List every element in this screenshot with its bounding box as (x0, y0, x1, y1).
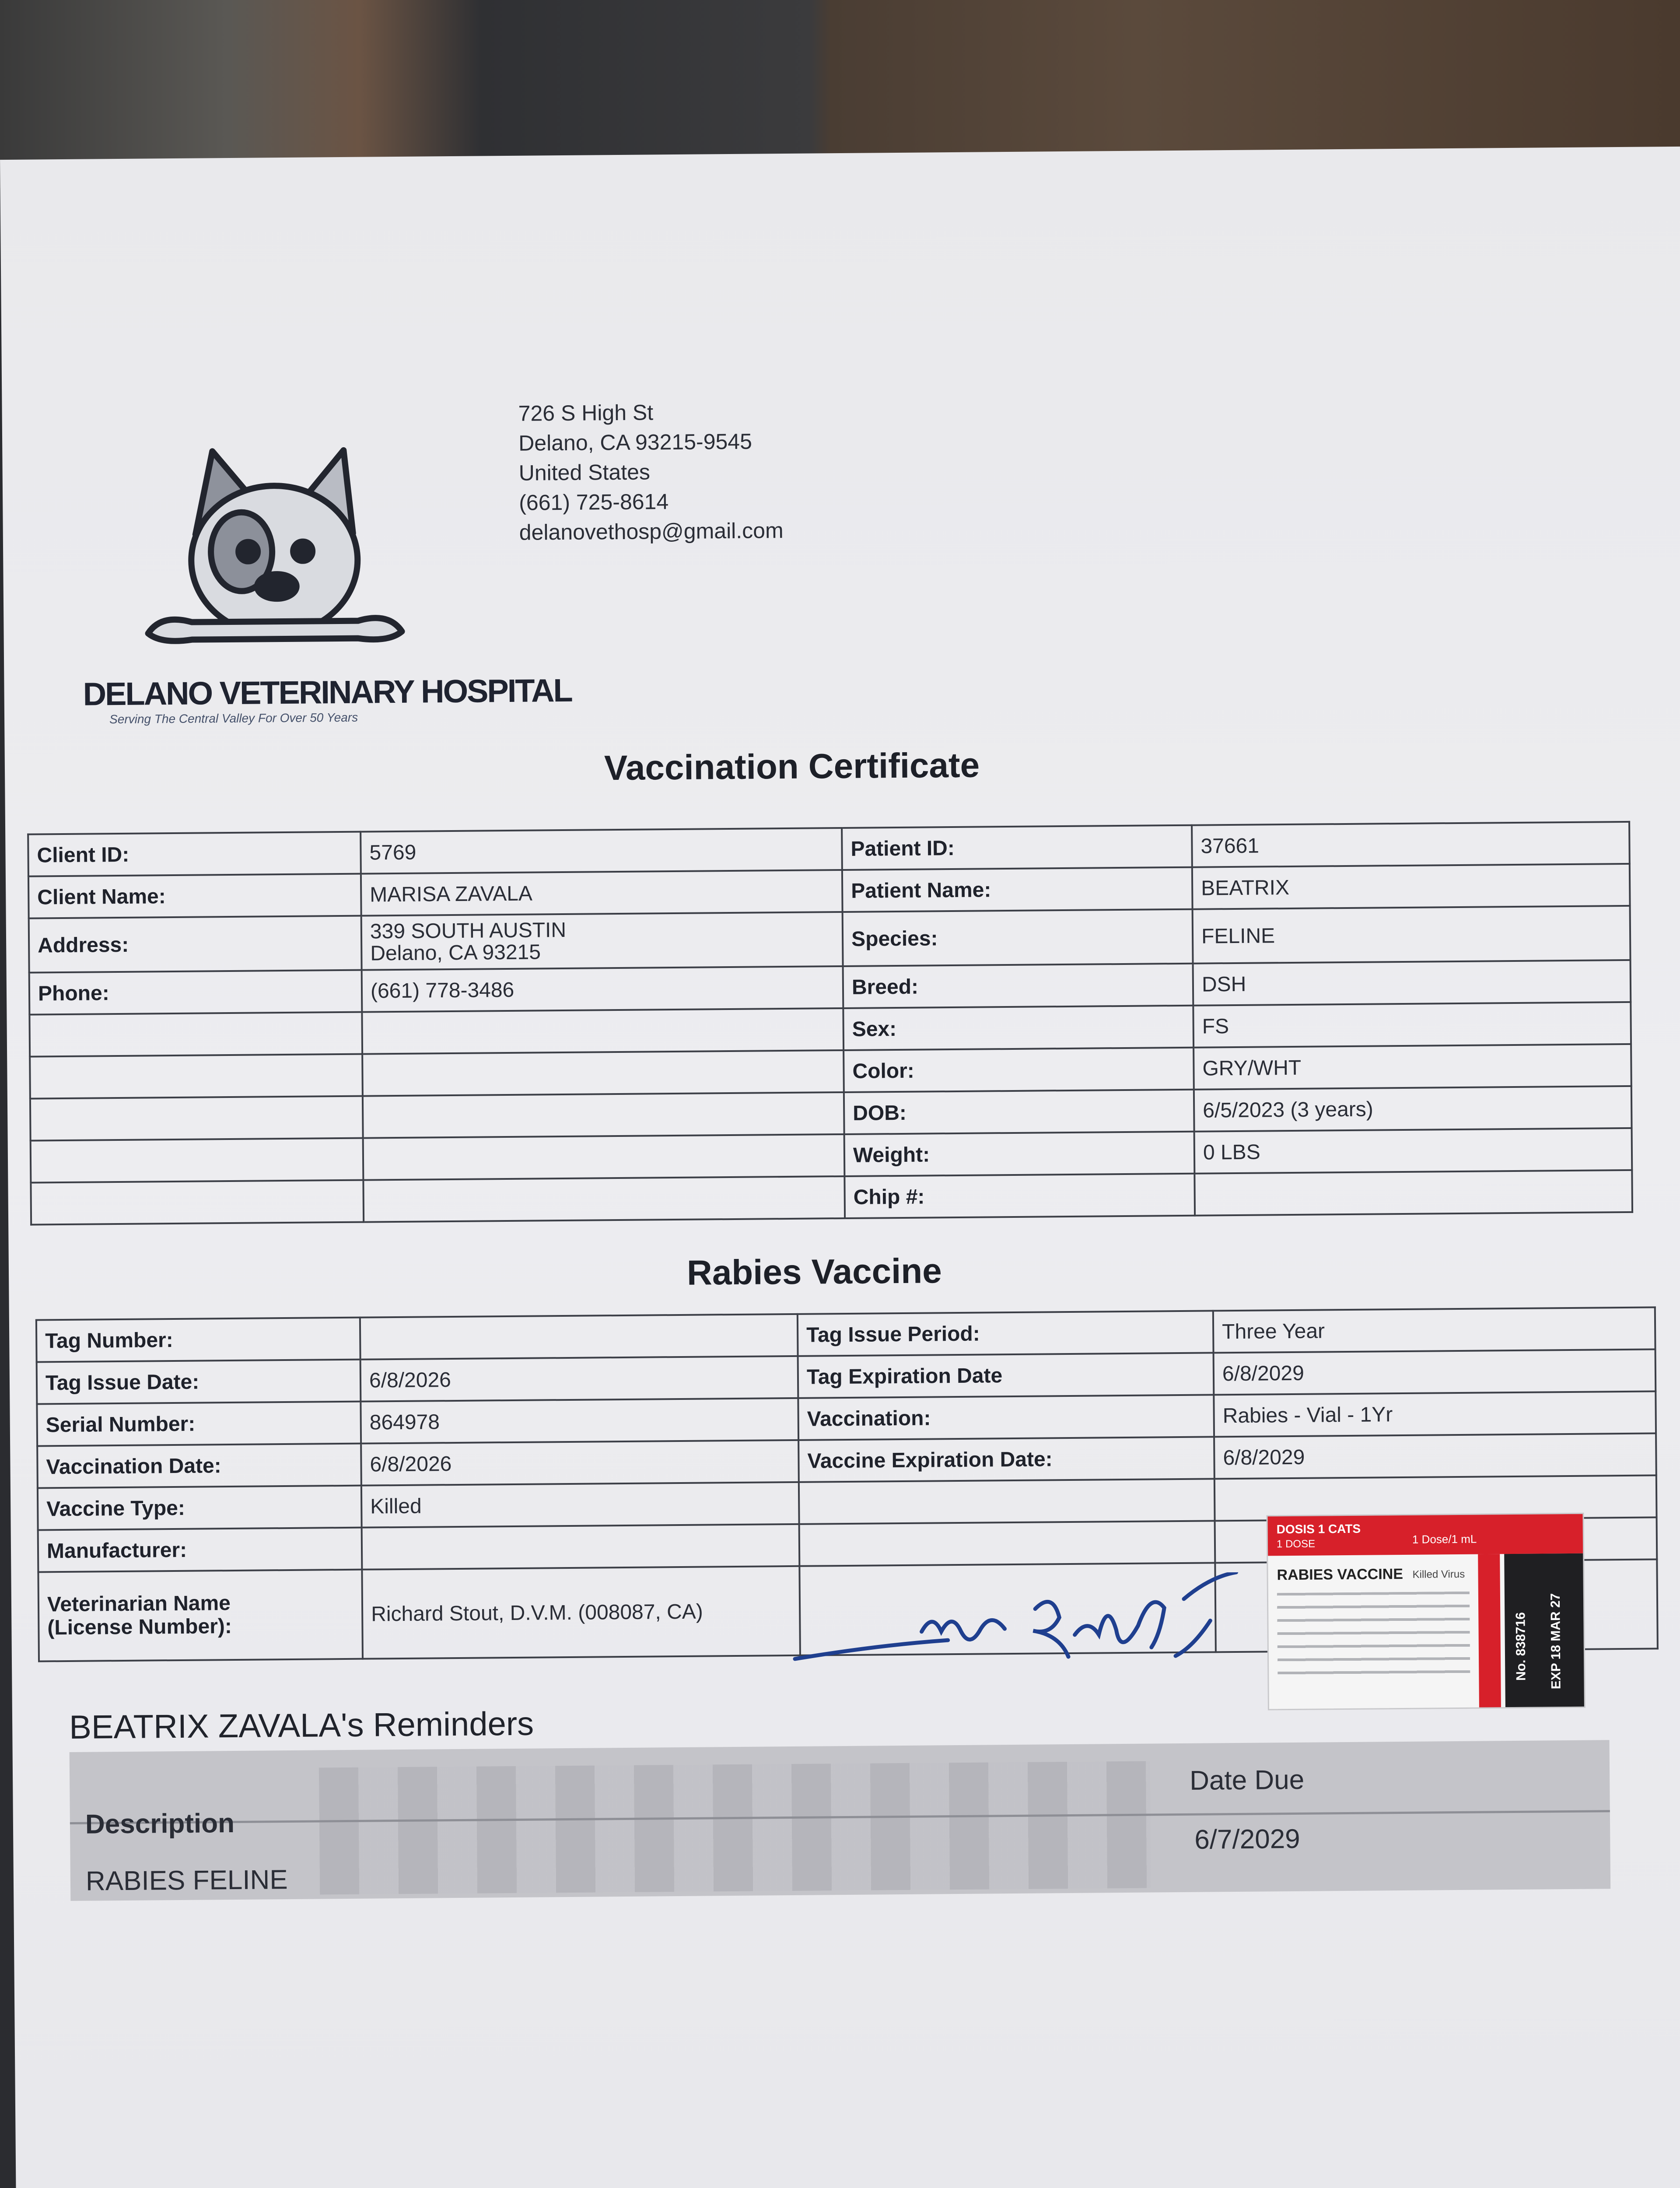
rabies-label: Tag Number: (36, 1318, 360, 1362)
client-value: DSH (1193, 960, 1631, 1006)
client-value (363, 1134, 845, 1180)
client-label: Address: (29, 916, 362, 973)
reminders-title: BEATRIX ZAVALA's Reminders (69, 1705, 534, 1746)
client-value: BEATRIX (1192, 864, 1630, 909)
client-label: Sex: (843, 1006, 1194, 1050)
sticker-lot: No. 838716 (1513, 1612, 1529, 1681)
rabies-label: Vaccine Type: (38, 1486, 362, 1530)
sticker-exp: EXP 18 MAR 27 (1548, 1593, 1564, 1690)
client-label (30, 1096, 363, 1141)
rabies-label (799, 1521, 1215, 1566)
rabies-value: Three Year (1213, 1307, 1656, 1353)
reminders-blurred-area (319, 1761, 1151, 1895)
rabies-value: 6/8/2029 (1214, 1349, 1656, 1395)
reminders-col-description: Description (85, 1808, 235, 1840)
rabies-value (360, 1314, 798, 1360)
sticker-product-sub: Killed Virus (1412, 1568, 1465, 1581)
client-value: 6/5/2023 (3 years) (1194, 1086, 1632, 1132)
hospital-name: DELANO VETERINARY HOSPITAL (83, 672, 572, 712)
client-value: FS (1193, 1002, 1631, 1048)
signature-graphic (790, 1572, 1264, 1690)
client-label: Client ID: (28, 832, 361, 877)
sticker-dose: DOSIS 1 CATS (1276, 1522, 1361, 1536)
address-line-email: delanovethosp@gmail.com (519, 518, 784, 545)
rabies-value: 6/8/2026 (361, 1440, 799, 1486)
rabies-label: Tag Issue Period: (798, 1311, 1214, 1356)
client-label: Color: (844, 1048, 1194, 1092)
client-value: MARISA ZAVALA (361, 870, 843, 916)
rabies-value (362, 1524, 800, 1570)
rabies-label: Vaccination: (798, 1395, 1214, 1440)
address-line-phone: (661) 725-8614 (519, 489, 669, 515)
rabies-label: Serial Number: (37, 1402, 361, 1446)
certificate-title: Vaccination Certificate (604, 745, 980, 788)
client-value: GRY/WHT (1194, 1044, 1631, 1090)
client-value: 37661 (1192, 822, 1630, 867)
client-value (1194, 1170, 1632, 1216)
rabies-value: 6/8/2026 (360, 1356, 798, 1402)
certificate-paper (0, 147, 1680, 2188)
vet-value: Richard Stout, D.V.M. (008087, CA) (362, 1566, 800, 1659)
client-value (363, 1176, 845, 1222)
client-label: Client Name: (28, 874, 361, 919)
rabies-label: Tag Expiration Date (798, 1353, 1214, 1398)
sticker-volume: 1 Dose/1 mL (1412, 1532, 1477, 1546)
rabies-label: Manufacturer: (38, 1528, 362, 1572)
client-label (29, 1012, 362, 1057)
reminders-col-date-due: Date Due (1189, 1764, 1305, 1796)
hospital-tagline: Serving The Central Valley For Over 50 Years (109, 710, 358, 726)
client-label: Breed: (843, 964, 1194, 1008)
vet-label: Veterinarian Name (License Number): (38, 1570, 363, 1662)
rabies-label: Vaccination Date: (37, 1444, 361, 1488)
sticker-red-stripe (1478, 1554, 1501, 1707)
sticker-fine-print (1277, 1592, 1470, 1680)
reminder-item-description: RABIES FELINE (85, 1865, 288, 1897)
rabies-value: Rabies - Vial - 1Yr (1214, 1391, 1656, 1437)
client-value (363, 1092, 844, 1138)
client-label: Patient ID: (842, 825, 1192, 870)
address-line-street: 726 S High St (518, 400, 654, 426)
client-label: DOB: (844, 1090, 1194, 1134)
client-value: (661) 778-3486 (362, 966, 844, 1012)
sticker-product: RABIES VACCINE (1277, 1565, 1404, 1584)
client-value: 339 SOUTH AUSTIN Delano, CA 93215 (361, 912, 843, 970)
client-label: Phone: (29, 970, 362, 1015)
client-value: 0 LBS (1194, 1128, 1632, 1174)
rabies-label (799, 1479, 1215, 1524)
client-patient-table (27, 821, 1633, 1226)
address-line-country: United States (518, 459, 651, 485)
reminder-item-date-due: 6/7/2029 (1194, 1823, 1300, 1855)
client-label: Species: (843, 909, 1193, 966)
client-label: Chip #: (844, 1174, 1195, 1218)
client-value: 5769 (360, 828, 842, 874)
sticker-dose-sub: 1 DOSE (1276, 1538, 1316, 1550)
vaccine-sticker (1266, 1513, 1585, 1711)
client-value (362, 1008, 844, 1054)
client-label (31, 1180, 364, 1225)
rabies-section-title: Rabies Vaccine (686, 1251, 942, 1292)
address-line-city: Delano, CA 93215-9545 (518, 429, 752, 456)
rabies-value: Killed (361, 1482, 799, 1528)
client-label: Patient Name: (842, 867, 1193, 912)
rabies-label: Vaccine Expiration Date: (798, 1437, 1214, 1482)
rabies-label: Tag Issue Date: (37, 1360, 361, 1404)
rabies-value: 6/8/2029 (1214, 1433, 1656, 1479)
client-label (31, 1138, 364, 1183)
client-label (30, 1054, 363, 1099)
rabies-value: 864978 (360, 1398, 798, 1444)
client-value (362, 1050, 844, 1096)
client-label: Weight: (844, 1132, 1195, 1176)
client-value: FELINE (1193, 906, 1631, 964)
